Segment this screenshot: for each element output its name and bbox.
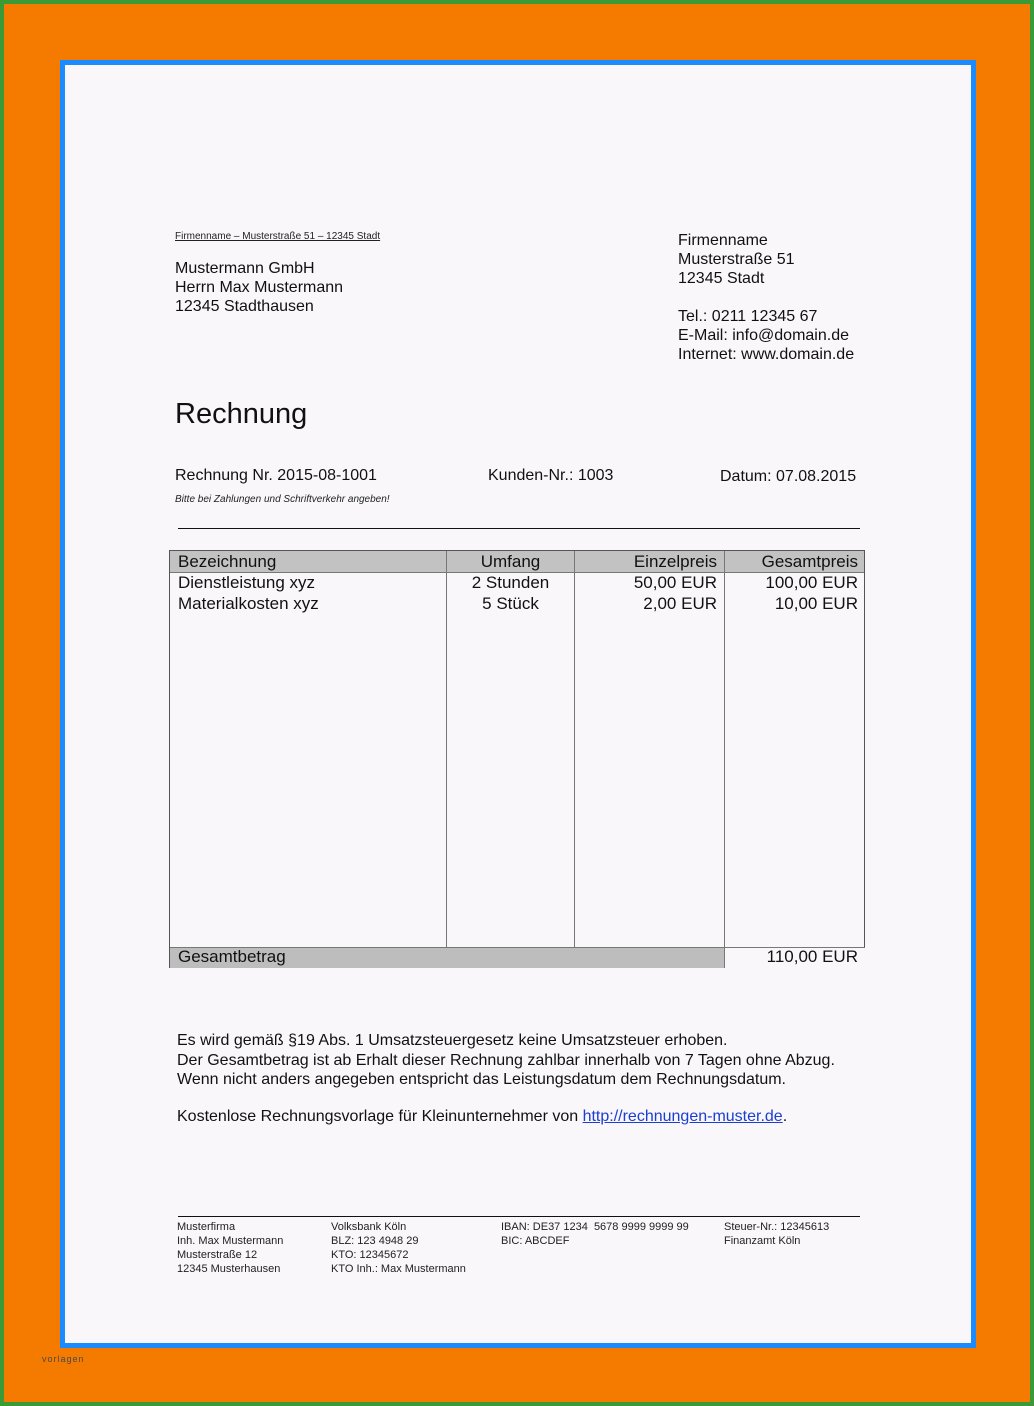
payment-terms: Der Gesamtbetrag ist ab Erhalt dieser Rechnung zahlbar innerhalb von 7 Tagen ohne Abzug.	[177, 1051, 835, 1069]
template-credit	[177, 1107, 835, 1127]
row-description: Dienstleistung xyz	[178, 573, 316, 592]
company-info	[678, 231, 854, 364]
template-credit-suffix: .	[782, 1107, 788, 1125]
invoice-number: Rechnung Nr. 2015-08-1001	[175, 467, 377, 484]
company-email: E-Mail: info@domain.de	[678, 327, 849, 344]
invoice-page	[60, 60, 976, 1348]
row-quantity: 2 Stunden	[471, 573, 550, 592]
recipient-person: Herrn Max Mustermann	[175, 279, 344, 296]
invoice-table	[169, 550, 865, 968]
footer-line: Steuer-Nr.: 12345613	[724, 1221, 830, 1233]
invoice-date: Datum: 07.08.2015	[720, 468, 857, 485]
footer-line: KTO: 12345672	[331, 1249, 409, 1261]
row-unit-price: 50,00 EUR	[633, 573, 717, 592]
template-link[interactable]: http://rechnungen-muster.de	[582, 1107, 783, 1125]
template-credit-text: Kostenlose Rechnungsvorlage für Kleinunternehmer von	[177, 1107, 583, 1125]
total-label: Gesamtbetrag	[178, 947, 286, 966]
company-website: Internet: www.domain.de	[678, 346, 855, 363]
footer-line: Musterstraße 12	[177, 1249, 258, 1261]
customer-number: Kunden-Nr.: 1003	[488, 467, 614, 484]
watermark: vorlagen	[42, 1354, 85, 1364]
sender-return-address: Firmenname – Musterstraße 51 – 12345 Stadt	[175, 231, 381, 242]
recipient-address	[175, 259, 343, 316]
footer-line: BIC: ABCDEF	[501, 1235, 570, 1247]
row-quantity: 5 Stück	[482, 594, 539, 613]
footer-line: IBAN: DE37 1234 5678 9999 9999 99	[501, 1221, 689, 1233]
footer-line: BLZ: 123 4948 29	[331, 1235, 419, 1247]
row-total-price: 100,00 EUR	[765, 573, 858, 592]
company-city: 12345 Stadt	[678, 270, 765, 287]
header-total-price: Gesamtpreis	[761, 552, 858, 571]
company-name: Firmenname	[678, 232, 768, 249]
company-street: Musterstraße 51	[678, 251, 795, 268]
row-unit-price: 2,00 EUR	[643, 594, 717, 613]
service-date-note: Wenn nicht anders angegeben entspricht das Leistungsdatum dem Rechnungsdatum.	[177, 1071, 786, 1088]
footer-company	[177, 1220, 283, 1276]
footer-line: Musterfirma	[177, 1221, 236, 1233]
document-title: Rechnung	[175, 398, 308, 430]
footer-divider	[178, 1216, 860, 1217]
footer-line: KTO Inh.: Max Mustermann	[331, 1263, 466, 1275]
row-description: Materialkosten xyz	[178, 594, 319, 613]
company-phone: Tel.: 0211 12345 67	[678, 308, 818, 325]
divider	[178, 528, 860, 529]
reference-note: Bitte bei Zahlungen und Schriftverkehr angeben!	[175, 494, 390, 505]
invoice-notes	[177, 1031, 835, 1126]
footer-iban	[501, 1220, 689, 1248]
row-total-price: 10,00 EUR	[774, 594, 858, 613]
total-amount: 110,00 EUR	[766, 947, 858, 966]
footer-line: 12345 Musterhausen	[177, 1263, 281, 1275]
footer-tax	[724, 1220, 829, 1248]
footer-bank	[331, 1220, 466, 1276]
tax-note: Es wird gemäß §19 Abs. 1 Umsatzsteuergesetz keine Umsatzsteuer erhoben.	[177, 1032, 728, 1049]
recipient-company: Mustermann GmbH	[175, 260, 315, 277]
header-quantity: Umfang	[480, 552, 541, 571]
header-description: Bezeichnung	[178, 552, 277, 571]
recipient-city: 12345 Stadthausen	[175, 298, 314, 315]
footer-line: Inh. Max Mustermann	[177, 1235, 284, 1247]
header-unit-price: Einzelpreis	[633, 552, 717, 571]
footer-line: Finanzamt Köln	[724, 1235, 801, 1247]
footer-line: Volksbank Köln	[331, 1221, 407, 1233]
